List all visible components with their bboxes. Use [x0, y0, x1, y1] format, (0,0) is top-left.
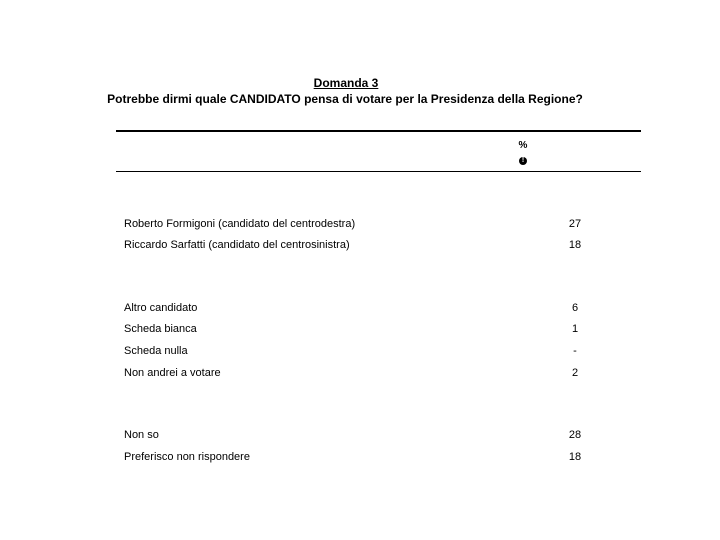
row-value: - [573, 345, 577, 357]
row-label: Riccardo Sarfatti (candidato del centrosinistra) [124, 239, 350, 251]
table-row [124, 300, 584, 316]
table-top-rule [116, 130, 641, 132]
question-text: Potrebbe dirmi quale CANDIDATO pensa di votare per la Presidenza della Regione? [107, 92, 583, 106]
table-row [124, 449, 584, 465]
row-value: 28 [568, 429, 582, 441]
row-value: 2 [571, 367, 579, 379]
row-value: 1 [571, 323, 579, 335]
table-row [124, 321, 584, 337]
row-value: 27 [568, 218, 582, 230]
row-label: Altro candidato [124, 302, 198, 314]
question-number: Domanda 3 [313, 76, 379, 90]
row-label: Scheda nulla [124, 345, 188, 357]
row-label: Non so [124, 429, 159, 441]
row-label: Scheda bianca [124, 323, 197, 335]
row-value: 18 [568, 239, 582, 251]
column-header [508, 139, 538, 167]
row-value: 6 [571, 302, 579, 314]
table-row [124, 365, 584, 381]
question-header [0, 76, 720, 108]
row-label: Roberto Formigoni (candidato del centrodestra) [124, 218, 356, 230]
row-label: Non andrei a votare [124, 367, 221, 379]
table-row [124, 237, 584, 253]
table-header-rule [116, 171, 641, 172]
info-icon: ! [519, 157, 527, 165]
column-header-percent: % [518, 140, 528, 151]
table-row [124, 427, 584, 443]
row-value: 18 [568, 451, 582, 463]
table-row [124, 343, 584, 359]
row-label: Preferisco non rispondere [124, 451, 250, 463]
table-row [124, 216, 584, 232]
